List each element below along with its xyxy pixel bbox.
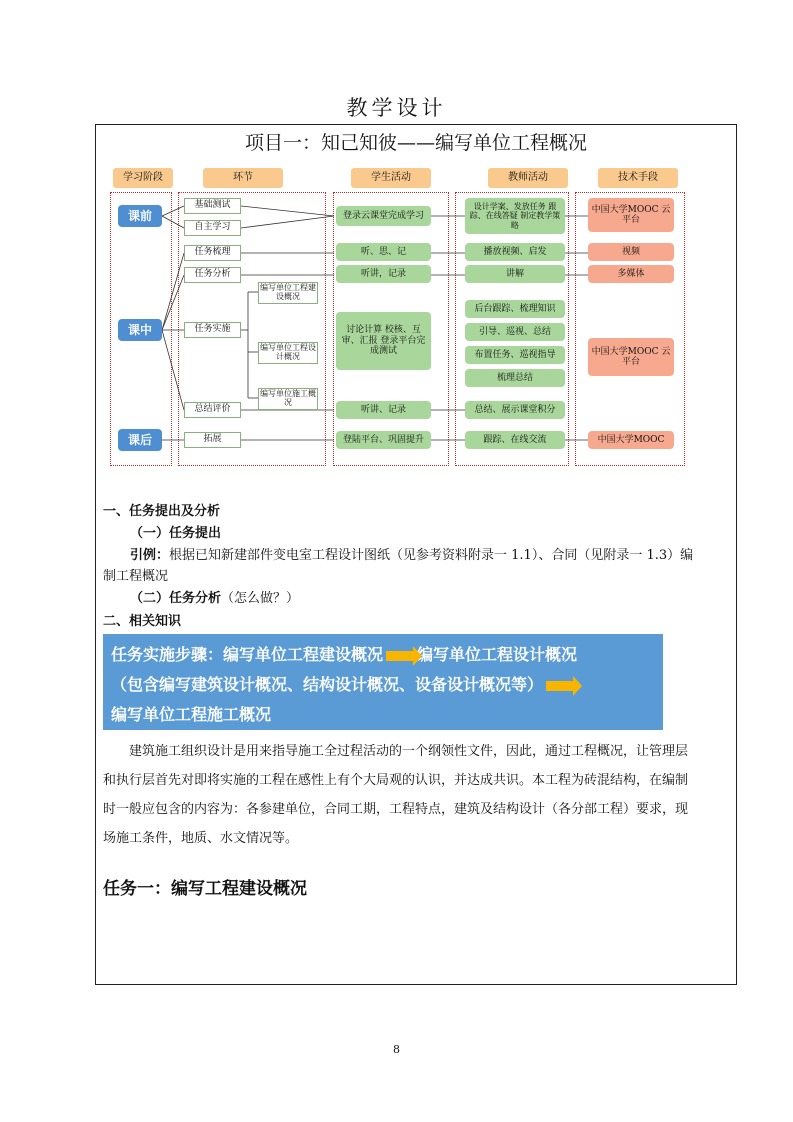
steps-banner bbox=[103, 634, 663, 730]
lead-example-line1 bbox=[130, 544, 693, 563]
doc-title: 教学设计 bbox=[346, 96, 447, 120]
section2-heading: 二、相关知识 bbox=[103, 614, 182, 629]
student-login-review: 登陆平台、巩固提升 bbox=[336, 431, 431, 449]
banner-line1 bbox=[111, 642, 577, 665]
student-login-study: 登录云课堂完成学习 bbox=[336, 206, 431, 226]
step-summary: 总结评价 bbox=[184, 402, 241, 418]
project-title: 项目一：知己知彼——编写单位工程概况 bbox=[244, 132, 587, 154]
stage-in-class: 课中 bbox=[118, 319, 162, 341]
paragraph-line: 时一般应包含的内容为：各参建单位，合同工期，工程特点，建筑及结构设计（各分部工程）要求，现 bbox=[103, 802, 689, 817]
teacher-assign: 布置任务、巡视指导 bbox=[465, 346, 565, 364]
teaching-flow-diagram bbox=[108, 160, 688, 470]
header-student: 学生活动 bbox=[351, 168, 431, 188]
teacher-track: 后台跟踪、梳理知识 bbox=[465, 300, 565, 318]
step-task-sort: 任务梳理 bbox=[184, 245, 241, 261]
banner-step2-detail: （包含编写建筑设计概况、结构设计概况、设备设计概况等） bbox=[111, 675, 544, 694]
stage-before-class: 课前 bbox=[118, 205, 162, 227]
section1-heading: 一、任务提出及分析 bbox=[103, 504, 221, 519]
section1-sub2-line bbox=[130, 587, 299, 606]
tech-mooc-2: 中国大学MOOC 云平台 bbox=[588, 338, 674, 376]
lead-example-line2: 制工程概况 bbox=[103, 569, 169, 584]
header-teacher: 教师活动 bbox=[488, 168, 568, 188]
step-basic-test: 基础测试 bbox=[184, 198, 241, 214]
teacher-design: 设计学案、发放任务 跟踪、在线答疑 制定教学策略 bbox=[465, 198, 565, 234]
section1-sub2-note: （怎么做？） bbox=[221, 591, 300, 606]
student-discuss: 讨论计算 校核、互审、汇报 登录平台完成测试 bbox=[336, 312, 431, 370]
page-number: 8 bbox=[393, 1043, 400, 1056]
tech-mooc-1: 中国大学MOOC 云平台 bbox=[588, 198, 674, 232]
tech-video: 视频 bbox=[588, 243, 674, 261]
student-listen-note: 听讲，记录 bbox=[336, 265, 431, 283]
teacher-explain: 讲解 bbox=[465, 265, 565, 283]
paragraph-line: 和执行层首先对即将实施的工程在感性上有个大局观的认识，并达成共识。本工程为砖混结构，在编制 bbox=[103, 773, 689, 788]
sub-step-build: 编写单位施工概况 bbox=[258, 388, 318, 410]
teacher-score: 总结、展示课堂积分 bbox=[465, 401, 565, 419]
arrow-right-icon bbox=[546, 681, 574, 691]
header-step: 环节 bbox=[203, 168, 283, 188]
banner-step3: 编写单位工程施工概况 bbox=[111, 705, 272, 724]
intro-paragraph bbox=[103, 737, 733, 853]
tech-mooc-3: 中国大学MOOC bbox=[588, 431, 674, 449]
banner-line2 bbox=[111, 672, 577, 695]
arrow-right-icon bbox=[386, 651, 414, 661]
tech-multimedia: 多媒体 bbox=[588, 265, 674, 283]
paragraph-line: 场施工条件，地质、水文情况等。 bbox=[103, 831, 299, 846]
lead-text: 根据已知新建部件变电室工程设计图纸（见参考资料附录一 1.1）、合同（见附录一 1.3）编 bbox=[169, 548, 694, 563]
teacher-summarize: 梳理总结 bbox=[465, 369, 565, 387]
task1-heading: 任务一：编写工程建设概况 bbox=[103, 879, 307, 899]
teacher-guide: 引导、巡视、总结 bbox=[465, 323, 565, 341]
sub-step-construction: 编写单位工程建设概况 bbox=[258, 282, 318, 304]
student-listen-think: 听、思、记 bbox=[336, 243, 431, 261]
section1-sub2: （二）任务分析 bbox=[130, 591, 222, 606]
banner-step2: 编写单位工程设计概况 bbox=[417, 645, 578, 664]
stage-after-class: 课后 bbox=[118, 429, 162, 451]
student-listen-record: 听讲、记录 bbox=[336, 401, 431, 419]
lead-label: 引例： bbox=[130, 548, 170, 563]
header-stage: 学习阶段 bbox=[113, 168, 173, 188]
banner-step1: 任务实施步骤：编写单位工程建设概况 bbox=[111, 645, 384, 664]
teacher-play-video: 播放视频、启发 bbox=[465, 243, 565, 261]
paragraph-line: 建筑施工组织设计是用来指导施工全过程活动的一个纲领性文件，因此，通过工程概况，让管理层 bbox=[129, 744, 689, 759]
step-task-implement: 任务实施 bbox=[184, 322, 241, 338]
header-tech: 技术手段 bbox=[598, 168, 678, 188]
teacher-online: 跟踪、在线交流 bbox=[465, 431, 565, 449]
section1-sub1: （一）任务提出 bbox=[130, 526, 222, 541]
step-extend: 拓展 bbox=[184, 432, 241, 448]
step-task-analysis: 任务分析 bbox=[184, 267, 241, 283]
step-self-study: 自主学习 bbox=[184, 220, 241, 236]
sub-step-design: 编写单位工程设计概况 bbox=[258, 342, 318, 364]
